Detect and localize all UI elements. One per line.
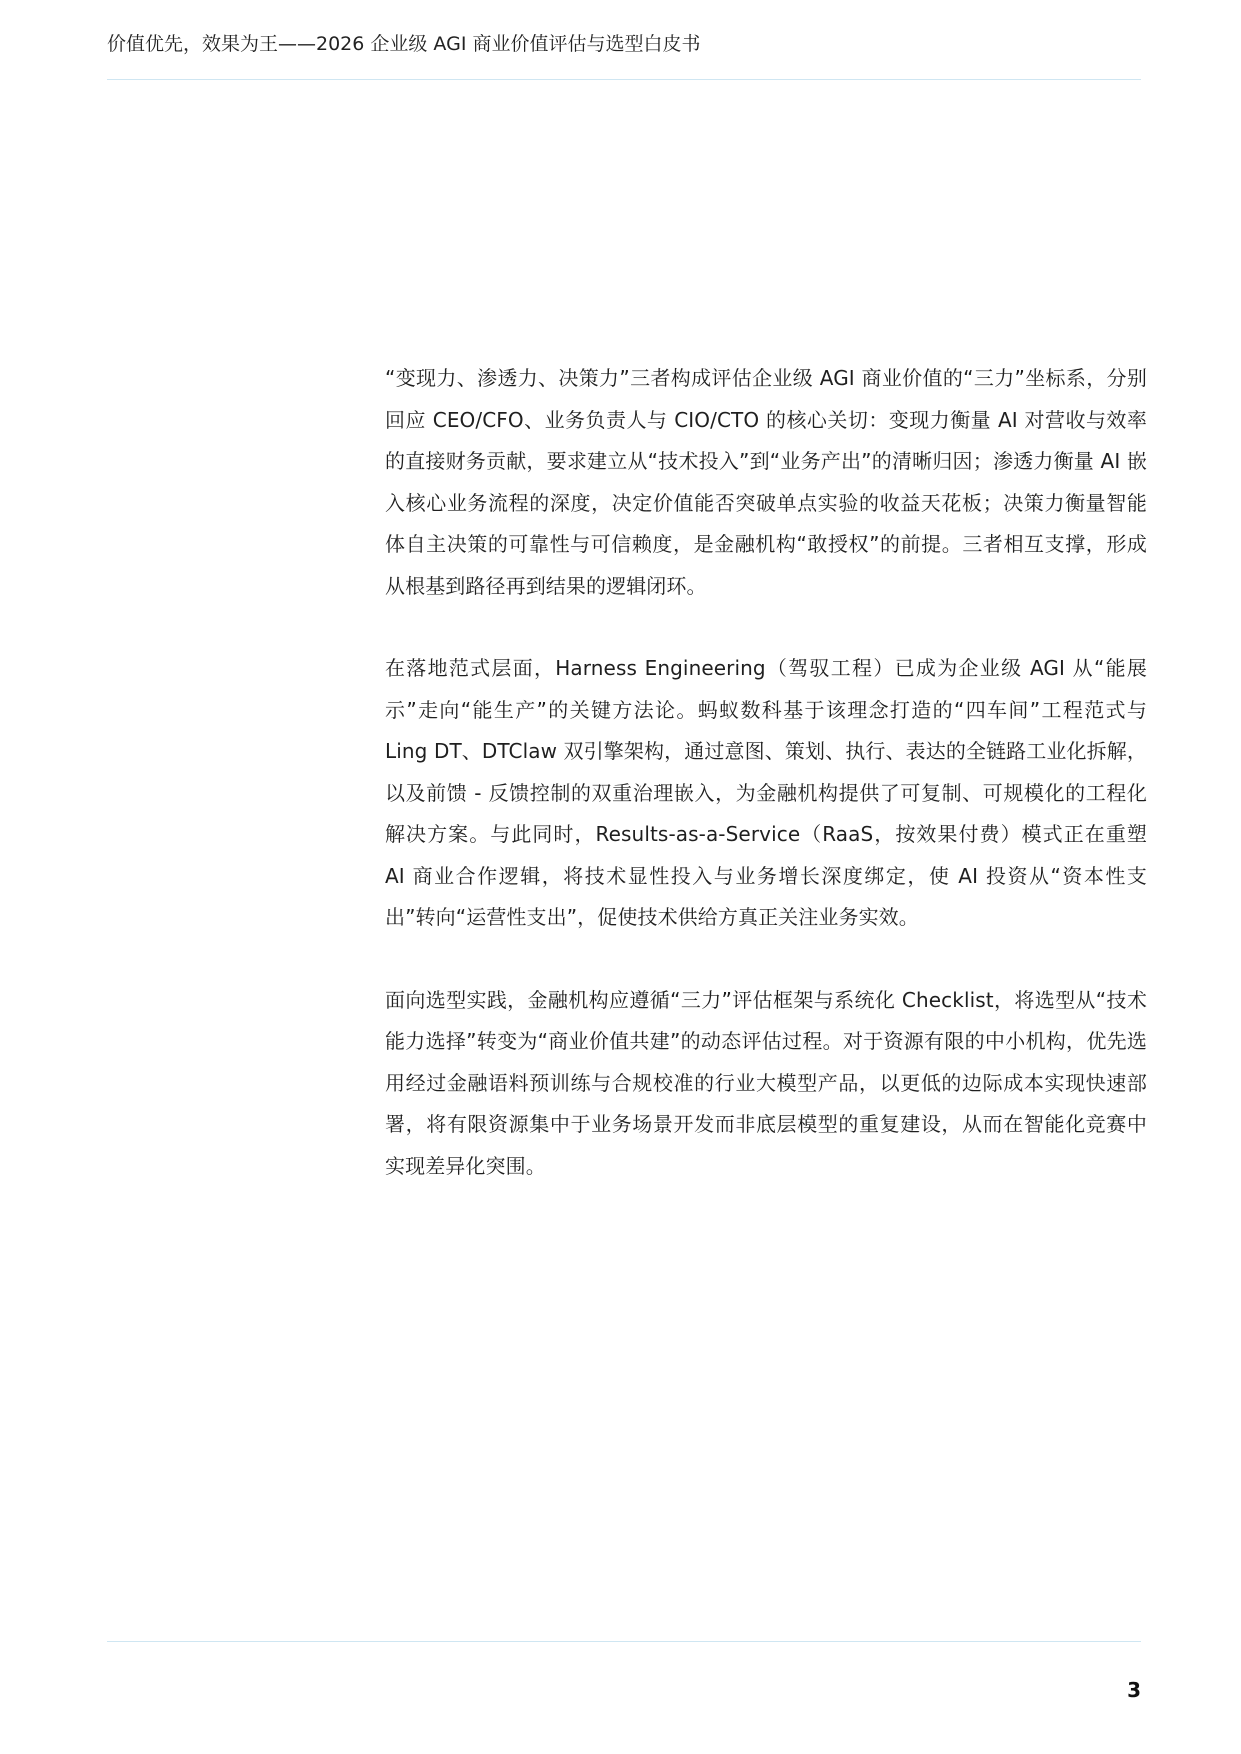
header-divider xyxy=(107,79,1141,80)
main-body-text xyxy=(385,358,1147,1228)
page-number: 3 xyxy=(1127,1678,1141,1702)
paragraph-harness-engineering: 在落地范式层面，Harness Engineering（驾驭工程）已成为企业级 AGI 从“能展示”走向“能生产”的关键方法论。蚂蚁数科基于该理念打造的“四车间”工程范式与 Ling DT、DTClaw 双引擎架构，通过意图、策划、执行、表达的全链路工业化拆解，以及前馈 - 反馈控制的双重治理嵌入，为金融机构提供了可复制、可规模化的工程化解决方案。与此同时，Results-as-a-Service（RaaS，按效果付费）模式正在重塑 AI 商业合作逻辑，将技术显性投入与业务增长深度绑定，使 AI 投资从“资本性支出”转向“运营性支出”，促使技术供给方真正关注业务实效。 xyxy=(385,656,1147,929)
footer-divider xyxy=(107,1641,1141,1642)
paragraph-selection-practice: 面向选型实践，金融机构应遵循“三力”评估框架与系统化 Checklist，将选型从“技术能力选择”转变为“商业价值共建”的动态评估过程。对于资源有限的中小机构，优先选用经过金融语料预训练与合规校准的行业大模型产品，以更低的边际成本实现快速部署，将有限资源集中于业务场景开发而非底层模型的重复建设，从而在智能化竞赛中实现差异化突围。 xyxy=(385,987,1147,1178)
running-header-title: 价值优先，效果为王——2026 企业级 AGI 商业价值评估与选型白皮书 xyxy=(107,33,701,55)
paragraph-three-forces: “变现力、渗透力、决策力”三者构成评估企业级 AGI 商业价值的“三力”坐标系，分别回应 CEO/CFO、业务负责人与 CIO/CTO 的核心关切：变现力衡量 AI 对营收与效率的直接财务贡献，要求建立从“技术投入”到“业务产出”的清晰归因；渗透力衡量 AI 嵌入核心业务流程的深度，决定价值能否突破单点实验的收益天花板；决策力衡量智能体自主决策的可靠性与可信赖度，是金融机构“敢授权”的前提。三者相互支撑，形成从根基到路径再到结果的逻辑闭环。 xyxy=(385,366,1147,598)
